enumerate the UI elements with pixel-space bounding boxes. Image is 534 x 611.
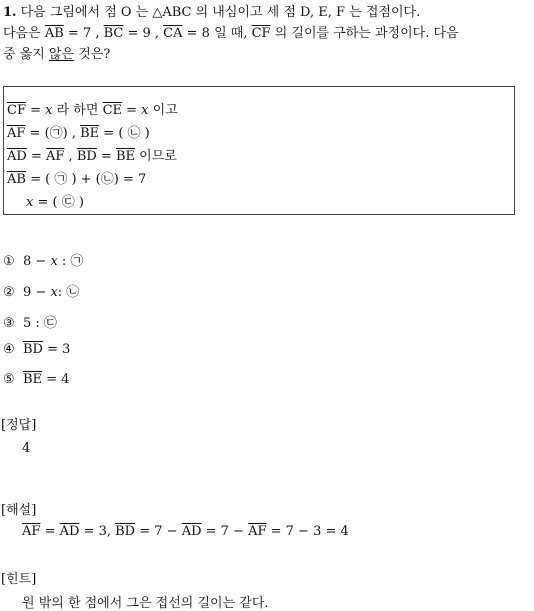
choice-2[interactable]: ② 9 − x: ㉡ [3,285,80,300]
segment-cf: $\overline{CF}$ [251,26,271,41]
question-line-1: 1. 다음 그림에서 점 O 는 △ABC 의 내심이고 세 점 D, E, F 는 접점이다. [3,5,421,20]
proof-line-4: $\overline{AB}$ = ( ㉠ ) + (㉡) = 7 [7,172,147,187]
choice-4[interactable]: ④ $\overline{BD} = 3$ [3,342,71,357]
question-text [3,2,531,65]
proof-line-3: $\overline{AD} = \overline{AF}$ , $\overline{BD} = \overline{BE}$ 이므로 [7,149,177,164]
choice-3[interactable]: ③ 5 : ㉢ [3,316,57,331]
question-line-2: 다음은 $\overline{AB} = 7$ , $\overline{BC} = 9$ , $\overline{CA} = 8$ 일 때, $\overline{CF}$ 의 길이를 구하는 과정이다. 다음 [3,26,459,41]
hint-text: 원 밖의 한 점에서 그은 접선의 길이는 같다. [22,596,269,611]
question-line-3: 중 옳지 않은 것은? [3,47,111,62]
choice-5[interactable]: ⑤ $\overline{BE} = 4$ [3,372,70,387]
segment-bc: $\overline{BC}$ [103,26,124,41]
hint-label: [힌트] [1,572,37,587]
proof-box [3,86,515,215]
proof-line-2: $\overline{AF}$ = (㉠) , $\overline{BE}$ = ( ㉡ ) [7,126,150,141]
segment-ab: $\overline{AB}$ [44,26,64,41]
question-number: 1. [3,5,17,20]
choice-1[interactable]: ① 8 − x : ㉠ [3,254,84,269]
explanation-body: $\overline{AF} = \overline{AD} = 3$, $\overline{BD} = 7 - \overline{AD} = 7 - \overline{AF} = 7 - 3 = 4$ [22,524,349,539]
explanation-label: [해설] [1,503,37,518]
segment-ca: $\overline{CA}$ [163,26,183,41]
proof-line-5: x = ( ㉢ ) [26,195,84,210]
answer-label: [정답] [1,418,37,433]
emphasis-not: 않은 [48,47,75,62]
answer-value: 4 [22,441,31,456]
proof-line-1: $\overline{CF} = x$ 라 하면 $\overline{CE} = x$ 이고 [7,103,178,118]
